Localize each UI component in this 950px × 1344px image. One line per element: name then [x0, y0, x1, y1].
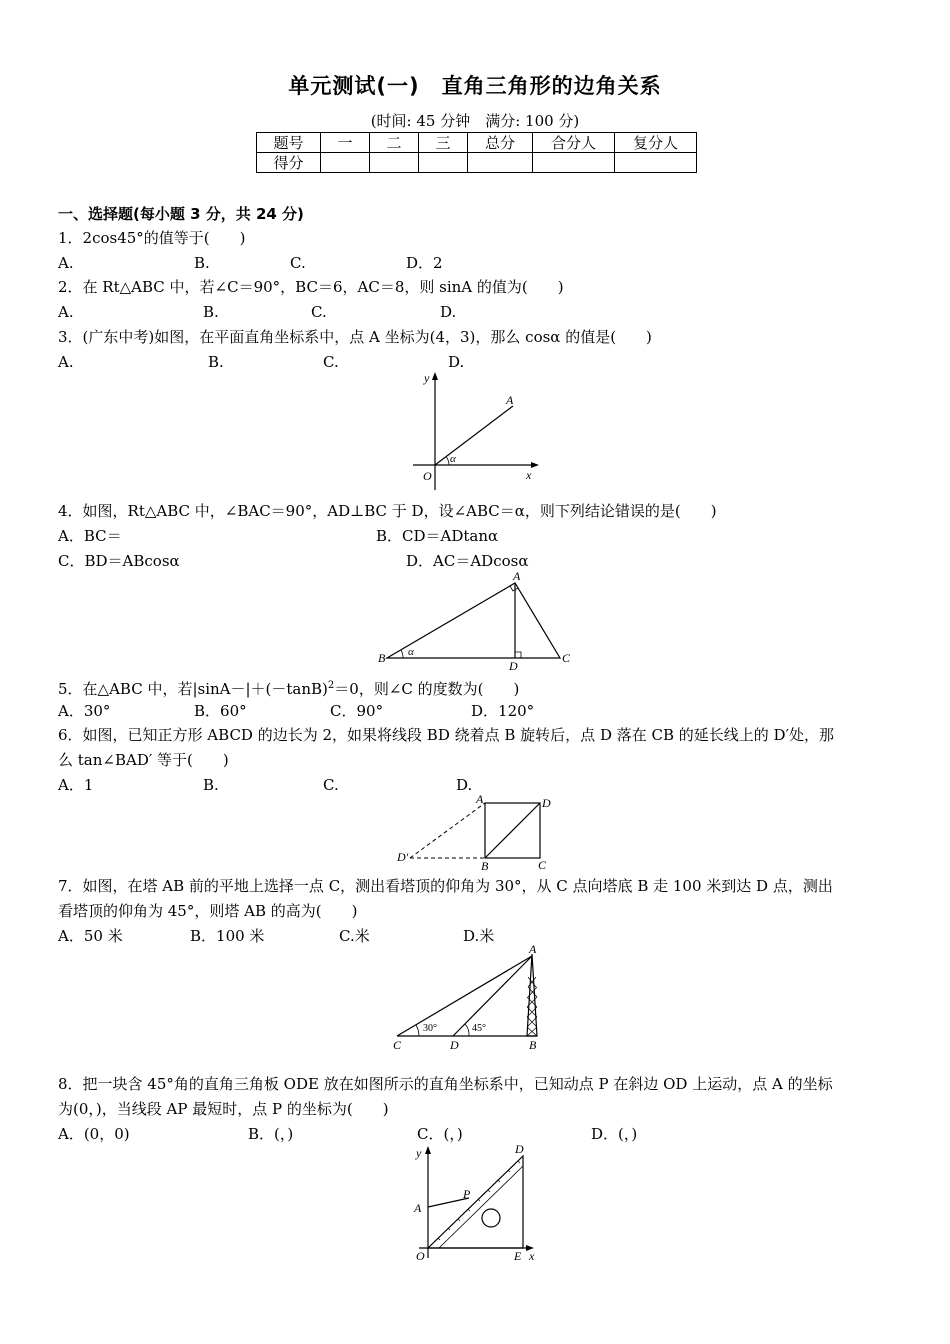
- q2-option-a: A.: [58, 303, 74, 321]
- q8-option-b: B．(，): [248, 1125, 294, 1143]
- q6-option-d: D.: [456, 776, 473, 794]
- q4-figure: [370, 568, 580, 672]
- q1-option-a: A.: [58, 254, 74, 272]
- section-heading: 一、选择题(每小题 3 分，共 24 分): [58, 205, 304, 223]
- score-cell[interactable]: [321, 153, 370, 173]
- score-header-cell: 二: [370, 133, 419, 153]
- q8-stem-line2: 为(0，)，当线段 AP 最短时，点 P 的坐标为( ): [58, 1100, 389, 1118]
- label-a: A: [476, 793, 484, 806]
- label-dprime: D′: [397, 850, 409, 864]
- label-b: B: [529, 1038, 537, 1052]
- q7-stem-line1: 7．如图，在塔 AB 前的平地上选择一点 C，测出看塔顶的仰角为 30°，从 C 点向塔底 B 走 100 米到达 D 点，测出: [58, 877, 833, 895]
- score-cell[interactable]: [533, 153, 615, 173]
- q8-option-c: C．(，): [417, 1125, 463, 1143]
- q5-stem-part2: ＝0，则∠C 的度数为( ): [334, 680, 520, 698]
- angle-arc-30: [416, 1025, 419, 1036]
- q7-option-a: A．50 米: [58, 927, 123, 945]
- label-o: O: [416, 1249, 425, 1263]
- label-alpha: α: [408, 646, 414, 658]
- score-row-label: 得分: [257, 153, 321, 173]
- label-y: y: [416, 1146, 422, 1160]
- label-p: P: [463, 1187, 471, 1201]
- ray-oa: [435, 406, 513, 465]
- label-d: D: [509, 659, 518, 672]
- q1-option-b: B.: [194, 254, 210, 272]
- hole-circle: [482, 1209, 500, 1227]
- q8-figure: [405, 1140, 545, 1264]
- page-title: 单元测试(一) 直角三角形的边角关系: [288, 74, 662, 98]
- x-axis-arrow: [531, 462, 539, 468]
- score-header-cell: 一: [321, 133, 370, 153]
- q7-stem-line2: 看塔顶的仰角为 45°，则塔 AB 的高为( ): [58, 902, 358, 920]
- score-header-cell: 题号: [257, 133, 321, 153]
- label-a: A: [506, 393, 514, 407]
- score-table-score-row: [257, 153, 697, 173]
- score-table-header-row: [257, 133, 697, 153]
- q7-option-d: D.米: [463, 927, 495, 945]
- label-d: D: [450, 1038, 459, 1052]
- q5-stem: [58, 676, 519, 699]
- label-d: D: [542, 796, 551, 810]
- q4-option-a: A．BC＝: [58, 527, 122, 545]
- q4-option-b: B．CD＝ADtanα: [376, 527, 499, 545]
- label-a: A: [513, 569, 521, 583]
- q6-option-c: C.: [323, 776, 339, 794]
- q6-stem-line1: 6．如图，已知正方形 ABCD 的边长为 2，如果将线段 BD 绕着点 B 旋转后，点 D 落在 CB 的延长线上的 D′处，那: [58, 726, 834, 744]
- q2-option-d: D.: [440, 303, 457, 321]
- score-cell[interactable]: [419, 153, 468, 173]
- score-table: [256, 132, 697, 173]
- label-b: B: [378, 651, 386, 665]
- score-header-cell: 总分: [468, 133, 533, 153]
- q5-option-b: B．60°: [194, 702, 247, 720]
- angle-arc-45: [465, 1024, 469, 1036]
- label-b: B: [481, 859, 489, 873]
- label-x: x: [529, 1249, 535, 1263]
- label-c: C: [562, 651, 571, 665]
- score-cell[interactable]: [468, 153, 533, 173]
- q3-option-d: D.: [448, 353, 465, 371]
- q3-stem: 3．(广东中考)如图，在平面直角坐标系中，点 A 坐标为(4，3)，那么 cosα 的值是( ): [58, 328, 652, 346]
- q8-option-a: A．(0，0): [58, 1125, 130, 1143]
- y-axis-arrow: [432, 372, 438, 380]
- diagonal-bd: [485, 803, 540, 858]
- q3-option-b: B.: [208, 353, 224, 371]
- ruler-ticks: [438, 1161, 520, 1240]
- label-45: 45°: [472, 1023, 486, 1034]
- score-header-cell: 合分人: [533, 133, 615, 153]
- angle-arc: [401, 650, 403, 658]
- label-y: y: [424, 371, 430, 385]
- score-cell[interactable]: [615, 153, 697, 173]
- score-header-cell: 复分人: [615, 133, 697, 153]
- label-e: E: [514, 1249, 522, 1263]
- dashed-dpa: [410, 803, 485, 858]
- q2-option-c: C.: [311, 303, 327, 321]
- q6-stem-line2: 么 tan∠BAD′ 等于( ): [58, 751, 229, 769]
- score-cell[interactable]: [370, 153, 419, 173]
- q5-stem-superscript: 2: [327, 680, 335, 691]
- ruler-edge: [428, 1156, 523, 1248]
- q4-option-d: D．AC＝ADcosα: [406, 552, 529, 570]
- angle-arc: [446, 457, 449, 466]
- q6-option-a: A．1: [58, 776, 94, 794]
- q6-figure: [392, 793, 562, 873]
- q4-stem: 4．如图，Rt△ABC 中，∠BAC＝90°，AD⊥BC 于 D，设∠ABC＝α，则下列结论错误的是( ): [58, 502, 717, 520]
- q3-figure: [405, 370, 545, 495]
- right-angle-d: [515, 652, 521, 658]
- label-d: D: [515, 1142, 524, 1156]
- q7-option-c: C.米: [339, 927, 370, 945]
- q5-option-a: A．30°: [58, 702, 111, 720]
- label-c: C: [538, 858, 547, 872]
- q4-option-c: C．BD＝ABcosα: [58, 552, 180, 570]
- q2-option-b: B.: [203, 303, 219, 321]
- label-alpha: α: [450, 453, 456, 465]
- y-axis-arrow: [425, 1146, 431, 1154]
- q1-stem: 1．2cos45°的值等于( ): [58, 229, 246, 247]
- label-o: O: [423, 469, 432, 483]
- q3-option-c: C.: [323, 353, 339, 371]
- label-30: 30°: [423, 1023, 437, 1034]
- q5-option-c: C．90°: [330, 702, 384, 720]
- label-a: A: [529, 942, 537, 956]
- q7-figure: [385, 942, 550, 1052]
- q1-option-d: D．2: [406, 254, 443, 272]
- q8-stem-line1: 8．把一块含 45°角的直角三角板 ODE 放在如图所示的直角坐标系中，已知动点 P 在斜边 OD 上运动，点 A 的坐标: [58, 1075, 833, 1093]
- q3-option-a: A.: [58, 353, 74, 371]
- q5-option-d: D．120°: [471, 702, 535, 720]
- q1-option-c: C.: [290, 254, 306, 272]
- q7-option-b: B．100 米: [190, 927, 265, 945]
- q6-option-b: B.: [203, 776, 219, 794]
- q8-option-d: D．(，): [591, 1125, 638, 1143]
- label-x: x: [526, 468, 532, 482]
- label-a: A: [414, 1201, 422, 1215]
- label-c: C: [393, 1038, 402, 1052]
- score-header-cell: 三: [419, 133, 468, 153]
- q2-stem: 2．在 Rt△ABC 中，若∠C＝90°，BC＝6，AC＝8，则 sinA 的值为( ): [58, 278, 564, 296]
- exam-info: (时间: 45 分钟 满分: 100 分): [370, 112, 580, 130]
- q5-stem-part1: 5．在△ABC 中，若|sinA－|＋(－tanB): [58, 680, 328, 698]
